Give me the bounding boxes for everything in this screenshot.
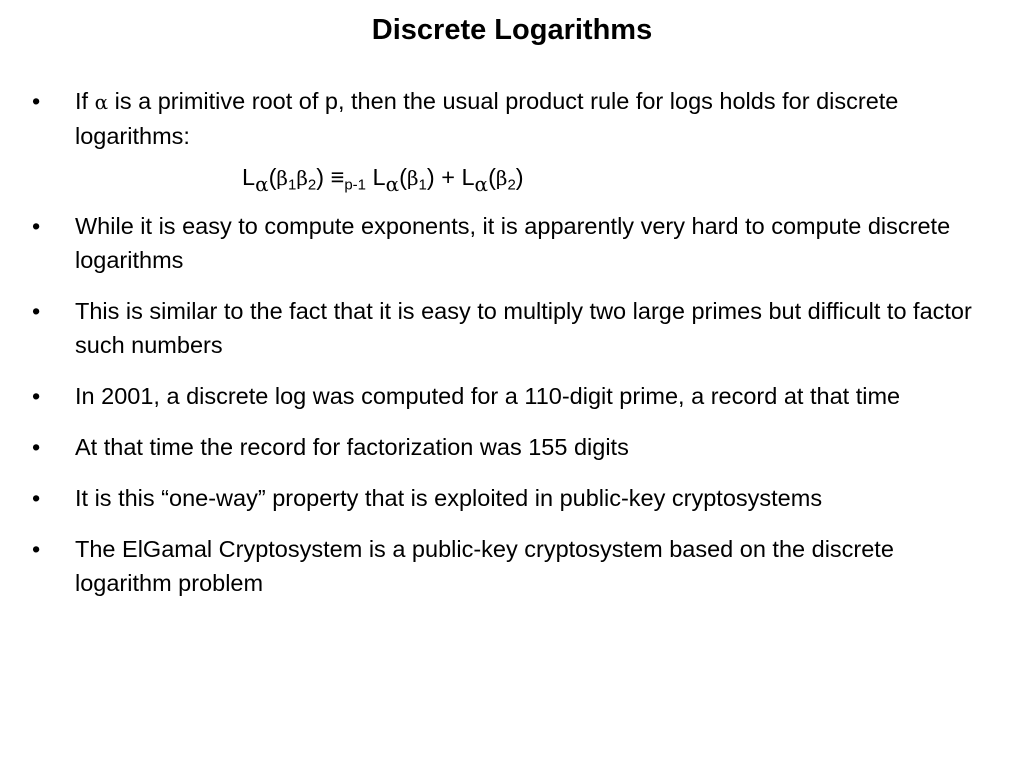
formula-alpha-sub: α: [385, 172, 400, 196]
formula-paren: ): [515, 164, 524, 190]
bullet-marker: •: [32, 434, 41, 460]
bullet-text-pre: If: [75, 88, 95, 114]
bullet-item-primitive-root: [0, 84, 1024, 153]
bullet-item: [0, 379, 1024, 413]
bullet-item: [0, 481, 1024, 515]
formula-beta: β: [406, 166, 419, 190]
bullet-marker: •: [32, 485, 41, 511]
formula-sub: 2: [307, 176, 317, 194]
formula-beta: β: [276, 166, 288, 190]
formula-sub: 1: [418, 176, 427, 194]
bullet-marker: •: [32, 383, 41, 409]
bullet-marker: •: [32, 213, 41, 239]
formula-beta: β: [296, 166, 308, 190]
formula-alpha-sub: α: [255, 172, 269, 196]
bullet-marker: •: [32, 298, 41, 324]
bullet-text-post: is a primitive root of p, then the usual product rule for logs holds for discrete logarithms:: [75, 88, 899, 149]
bullet-item: [0, 430, 1024, 464]
formula-paren: (: [268, 164, 277, 190]
formula-alpha-sub: α: [474, 172, 489, 196]
bullet-marker: •: [32, 536, 41, 562]
bullet-text: While it is easy to compute exponents, it is apparently very hard to compute discrete logarithms: [75, 213, 951, 273]
bullet-text: The ElGamal Cryptosystem is a public-key cryptosystem based on the discrete logarithm problem: [75, 536, 894, 596]
formula-beta: β: [495, 166, 508, 190]
bullet-text: At that time the record for factorization was 155 digits: [75, 434, 629, 460]
bullet-list: [0, 84, 1024, 617]
formula-paren: ): [316, 164, 325, 190]
bullet-marker: •: [32, 88, 41, 114]
formula-plus-L: + L: [434, 164, 475, 190]
formula-sub: 1: [287, 176, 297, 194]
product-rule-formula: [0, 160, 1024, 195]
formula-sub: 2: [507, 176, 516, 194]
formula-equiv: ≡: [324, 164, 345, 190]
bullet-item: [0, 532, 1024, 600]
slide-title: Discrete Logarithms: [371, 14, 653, 46]
formula-paren: (: [399, 164, 407, 190]
bullet-text: In 2001, a discrete log was computed for a 110-digit prime, a record at that time: [75, 383, 901, 409]
bullet-item: [0, 294, 1024, 362]
formula-modulus: p-1: [344, 176, 366, 194]
formula-L: L: [366, 164, 386, 190]
alpha-symbol: α: [94, 90, 109, 114]
formula-L: L: [242, 164, 256, 190]
bullet-item: [0, 209, 1024, 277]
bullet-text: This is similar to the fact that it is easy to multiply two large primes but difficult to factor such numbers: [75, 298, 972, 358]
formula-paren: ): [426, 164, 435, 190]
formula-paren: (: [488, 164, 496, 190]
bullet-text: It is this “one-way” property that is exploited in public-key cryptosystems: [75, 485, 823, 511]
